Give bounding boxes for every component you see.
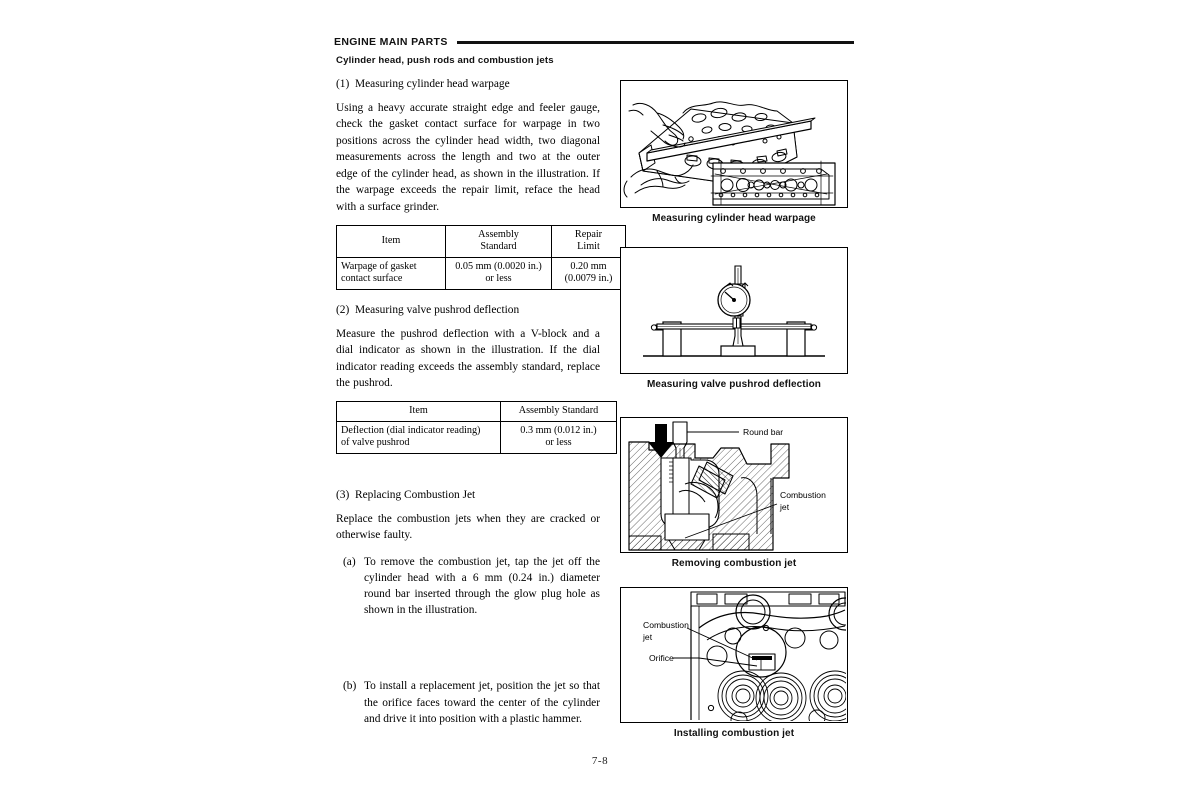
removing-combustion-jet-illustration (621, 418, 846, 551)
figure-3-label-combustion-jet-line1: Combustion (780, 490, 826, 500)
table2-header-assembly: Assembly Standard (501, 402, 617, 421)
item-1-heading (336, 77, 600, 92)
figure-2-caption: Measuring valve pushrod deflection (647, 379, 821, 390)
figure-2-box (620, 247, 848, 374)
figure-measuring-cylinder-head-warpage (620, 80, 848, 224)
item-2-heading (336, 303, 600, 318)
item-1-heading-text: Measuring cylinder head warpage (355, 78, 510, 90)
page-number: 7-8 (591, 755, 609, 767)
page-header-title: ENGINE MAIN PARTS (334, 36, 448, 48)
text-column (336, 55, 613, 735)
cylinder-head-warpage-illustration (621, 81, 846, 206)
table1-header-assembly-line2: Standard (480, 241, 517, 253)
item-3b-body: To install a replacement jet, position the jet so that the orifice faces toward the center of the cylinder and drive it into position with a plastic hammer. (364, 680, 600, 725)
table1-row0-assembly-line1: 0.05 mm (0.0020 in.) (455, 260, 542, 272)
table2-row0-item (337, 421, 501, 453)
item-3-heading (336, 488, 600, 503)
table1-header-assembly-line1: Assembly (478, 229, 519, 240)
table-header-row (337, 226, 626, 258)
table1-row0-assembly (446, 257, 552, 289)
table2-row0-item-line1: Deflection (dial indicator reading) (341, 424, 481, 436)
header-rule (457, 41, 854, 44)
table2-row0-item-line2: of valve pushrod (341, 437, 410, 449)
item-3-number: (3) (336, 488, 350, 501)
item-3a-body: To remove the combustion jet, tap the jet off the cylinder head with a 6 mm (0.24 in.) diameter round bar inserted through the glow plug hole as shown in the illustration. (364, 555, 600, 617)
table2-row0-assembly-line1: 0.3 mm (0.012 in.) (520, 424, 597, 436)
item-3-body: Replace the combustion jets when they are cracked or otherwise faulty. (336, 512, 600, 542)
figure-4-label-combustion-jet-line1: Combustion (643, 620, 689, 630)
figure-3-label-combustion-jet-line2: jet (780, 502, 790, 512)
table1-row0-assembly-line2: or less (485, 273, 512, 285)
table1-row0-item (337, 257, 446, 289)
figure-4-label-orifice: Orifice (649, 653, 674, 663)
table1-header-assembly (446, 226, 552, 258)
item-1-number: (1) (336, 78, 350, 90)
table2-header-item: Item (337, 402, 501, 421)
section-title: Cylinder head, push rods and combustion jets (336, 55, 554, 66)
table1-header-repair-line2: Limit (577, 241, 600, 253)
item-2-heading-text: Measuring valve pushrod deflection (355, 303, 520, 316)
warpage-spec-table (336, 225, 626, 290)
figure-1-caption: Measuring cylinder head warpage (652, 213, 816, 224)
item-2-body: Measure the pushrod deflection with a V-block and a dial indicator as shown in the illustration. If the dial indicator reading exceeds the assembly standard, replace the pushrod. (336, 327, 600, 390)
table-header-row (337, 402, 617, 421)
pushrod-deflection-illustration (621, 248, 846, 372)
table1-row0-repair (552, 257, 626, 289)
item-3b-text (336, 678, 600, 727)
table1-header-repair-line1: Repair (574, 229, 603, 240)
table1-row0-item-line2: contact surface (341, 273, 403, 285)
figure-measuring-valve-pushrod-deflection (620, 247, 848, 390)
table1-header-item: Item (337, 226, 446, 258)
figure-1-box (620, 80, 848, 208)
table1-row0-item-line1: Warpage of gasket (341, 260, 417, 272)
table2-row0-assembly (501, 421, 617, 453)
figure-installing-combustion-jet (620, 587, 848, 739)
table2-row0-assembly-line2: or less (545, 437, 572, 449)
table-row (337, 257, 626, 289)
table1-row0-repair-line1: 0.20 mm (570, 260, 607, 272)
item-3a-label: (a) (343, 555, 356, 568)
table1-row0-repair-line2: (0.0079 in.) (564, 273, 613, 285)
figure-3-label-round-bar: Round bar (743, 427, 784, 437)
item-2-number: (2) (336, 303, 350, 316)
figure-4-label-combustion-jet-line2: jet (643, 632, 653, 642)
table1-header-repair (552, 226, 626, 258)
page-header (334, 33, 854, 51)
item-3b-label: (b) (343, 680, 357, 693)
item-3a-text (336, 554, 600, 619)
figure-3-box (620, 417, 848, 553)
installing-combustion-jet-illustration (621, 588, 846, 721)
figure-removing-combustion-jet (620, 417, 848, 569)
item-1-body: Using a heavy accurate straight edge and feeler gauge, check the gasket contact surface for warpage in two positions across the cylinder head width, two diagonal measurements across the length and two at the outer edge of the cylinder head, as shown in the illustration. If the warpage exceeds the repair limit, reface the head with a surface grinder. (336, 102, 600, 213)
figure-3-caption: Removing combustion jet (671, 558, 797, 569)
item-3-heading-text: Replacing Combustion Jet (355, 488, 476, 501)
figure-4-box (620, 587, 848, 723)
figure-4-caption: Installing combustion jet (673, 728, 795, 739)
pushrod-deflection-spec-table (336, 401, 617, 453)
table-row (337, 421, 617, 453)
